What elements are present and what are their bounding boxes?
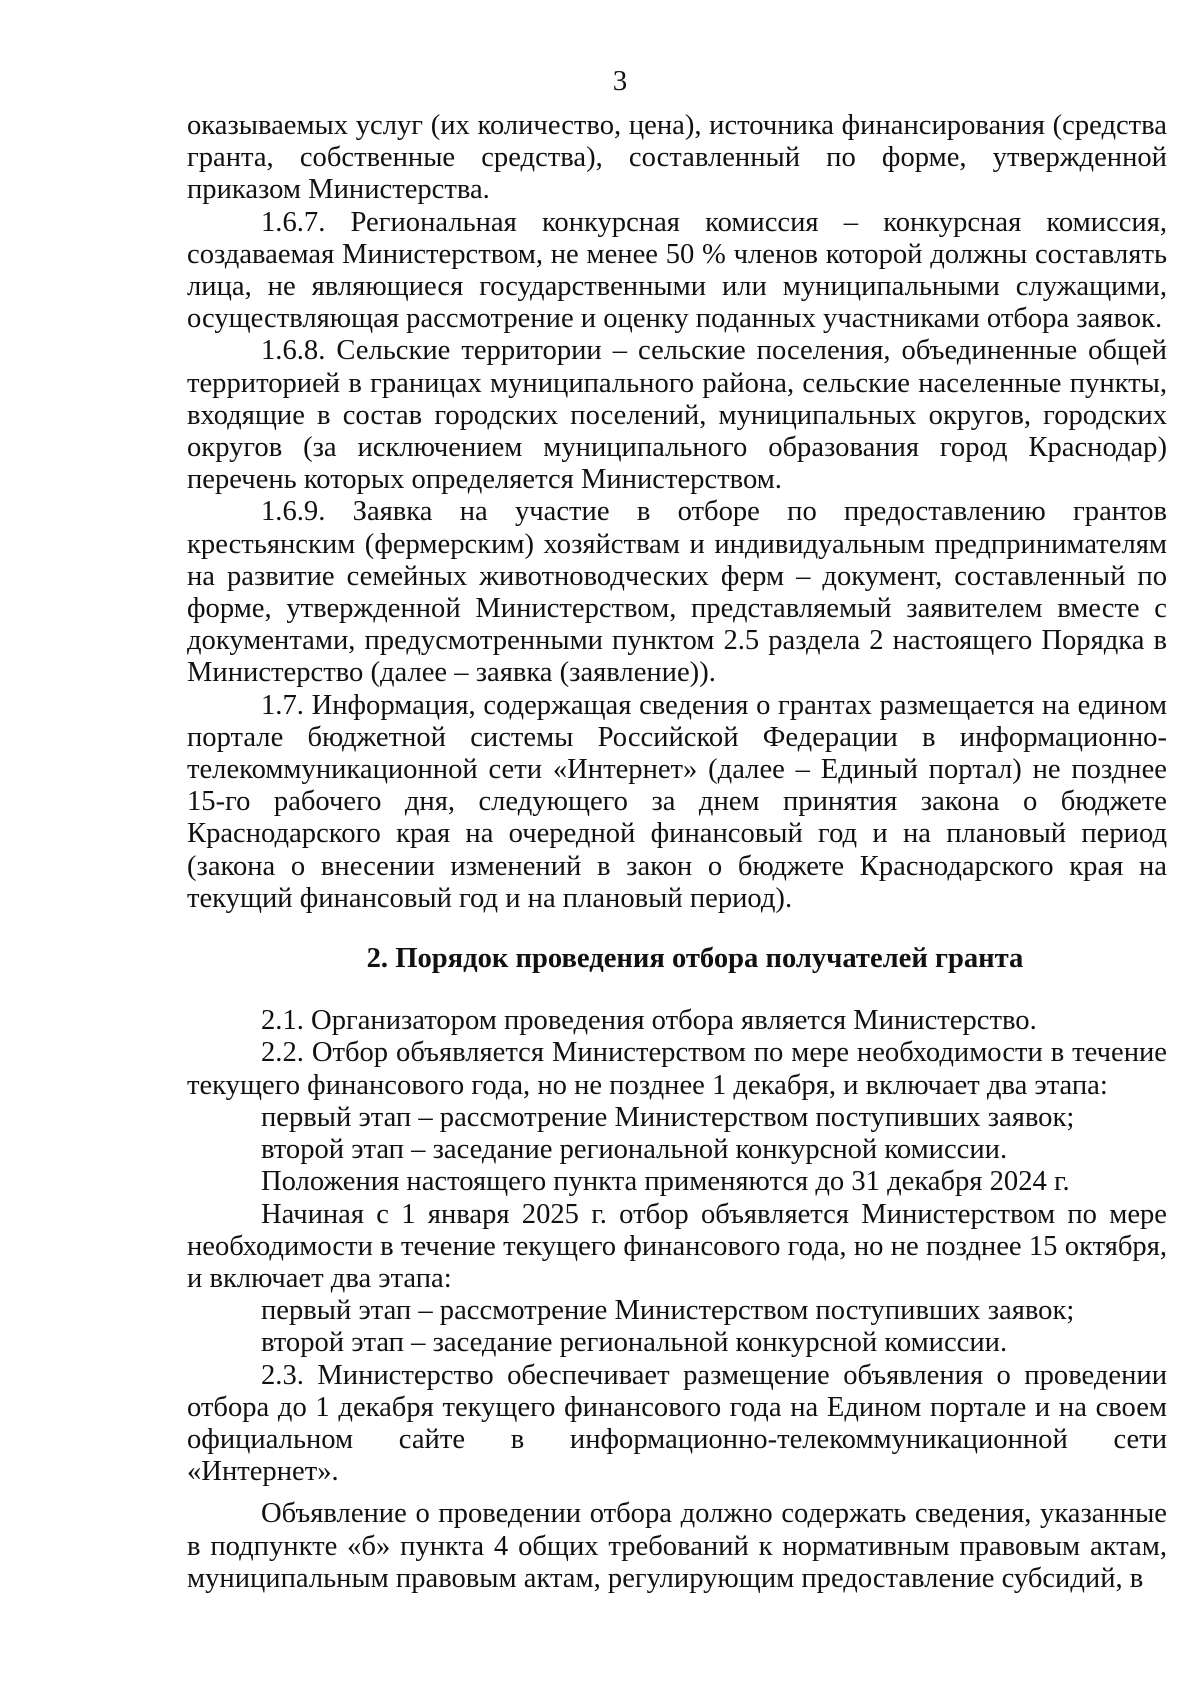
document-body	[187, 110, 1167, 1595]
page-number: 3	[612, 65, 628, 97]
paragraph-1-6-8: 1.6.8. Сельские территории – сельские поселения, объединенные общей территорией в границах муниципального района, сельские населенные пункты, входящие в состав городских поселений, муниципальных округов, городских округов (за исключением муниципального образования город Краснодар) перечень которых определяется Министерством.	[187, 335, 1167, 496]
paragraph-stage-1: первый этап – рассмотрение Министерством поступивших заявок;	[261, 1101, 1075, 1133]
paragraph-validity: Положения настоящего пункта применяются до 31 декабря 2024 г.	[261, 1166, 1070, 1198]
paragraph-2-1: 2.1. Организатором проведения отбора является Министерство.	[261, 1005, 1037, 1037]
paragraph-2-2: 2.2. Отбор объявляется Министерством по мере необходимости в течение текущего финансового года, но не позднее 1 декабря, и включает два этапа:	[187, 1037, 1167, 1101]
paragraph-stage-2: второй этап – заседание региональной конкурсной комиссии.	[261, 1134, 1008, 1166]
paragraph-from-2025: Начиная с 1 января 2025 г. отбор объявляется Министерством по мере необходимости в течение текущего финансового года, но не позднее 15 октября, и включает два этапа:	[187, 1198, 1167, 1294]
paragraph-stage-1-2025: первый этап – рассмотрение Министерством поступивших заявок;	[261, 1295, 1075, 1327]
paragraph-1-7: 1.7. Информация, содержащая сведения о грантах размещается на едином портале бюджетной системы Российской Федерации в информационно-телекоммуникационной сети «Интернет» (далее – Единый портал) не позднее 15-го рабочего дня, следующего за днем принятия закона о бюджете Краснодарского края на очередной финансовый год и на плановый период (закона о внесении изменений в закон о бюджете Краснодарского края на текущий финансовый год и на плановый период).	[187, 689, 1167, 914]
paragraph-announcement: Объявление о проведении отбора должно содержать сведения, указанные в подпункте «б» пункта 4 общих требований к нормативным правовым актам, муниципальным правовым актам, регулирующим предоставление субсидий, в	[187, 1498, 1167, 1594]
paragraph-1-6-7: 1.6.7. Региональная конкурсная комиссия – конкурсная комиссия, создаваемая Министерством, не менее 50 % членов которой должны составлять лица, не являющиеся государственными или муниципальными служащими, осуществляющая рассмотрение и оценку поданных участниками отбора заявок.	[187, 206, 1167, 335]
paragraph-1-6-9: 1.6.9. Заявка на участие в отборе по предоставлению грантов крестьянским (фермерским) хозяйствам и индивидуальным предпринимателям на развитие семейных животноводческих ферм – документ, составленный по форме, утвержденной Министерством, представляемый заявителем вместе с документами, предусмотренными пунктом 2.5 раздела 2 настоящего Порядка в Министерство (далее – заявка (заявление)).	[187, 496, 1167, 689]
paragraph-2-3: 2.3. Министерство обеспечивает размещение объявления о проведении отбора до 1 декабря текущего финансового года на Едином портале и на своем официальном сайте в информационно-телекоммуникационной сети «Интернет».	[187, 1359, 1167, 1488]
paragraph-continuation: оказываемых услуг (их количество, цена), источника финансирования (средства гранта, собственные средства), составленный по форме, утвержденной приказом Министерства.	[187, 110, 1167, 206]
section-heading: 2. Порядок проведения отбора получателей гранта	[366, 943, 1024, 975]
paragraph-stage-2-2025: второй этап – заседание региональной конкурсной комиссии.	[261, 1327, 1008, 1359]
